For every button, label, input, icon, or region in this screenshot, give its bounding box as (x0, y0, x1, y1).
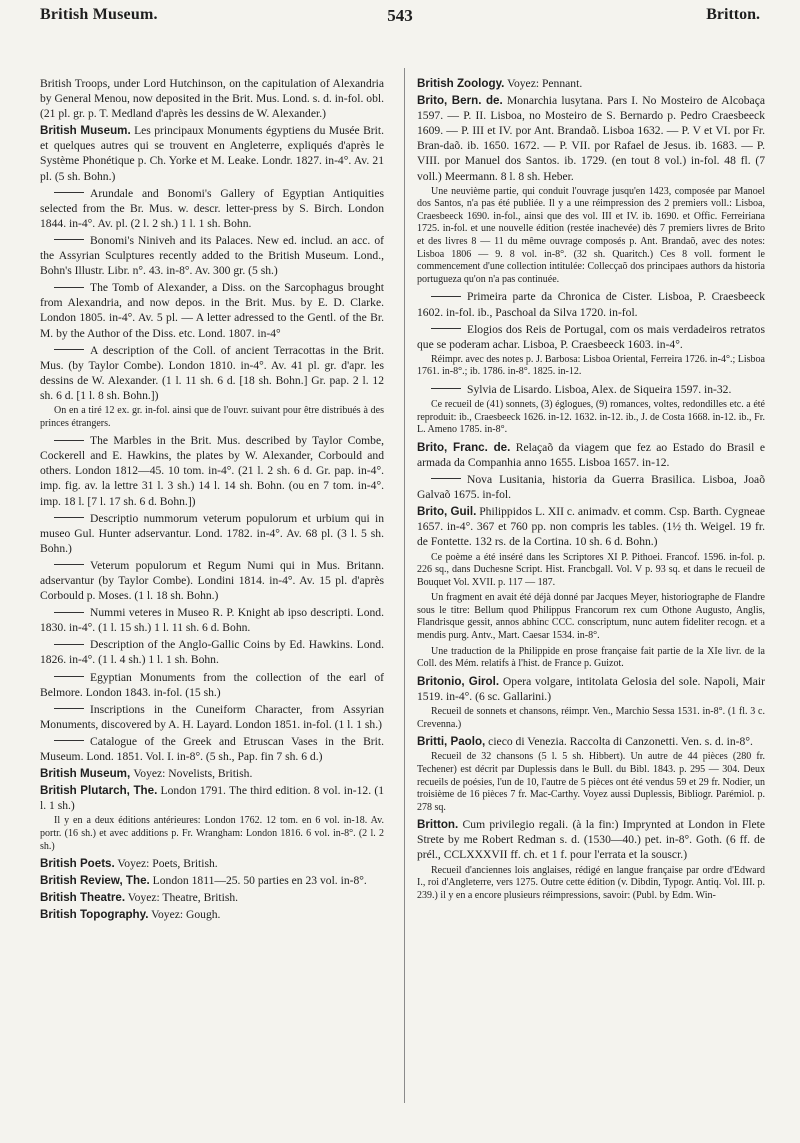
sub-entry-text: Nova Lusitania, historia da Guerra Brasilica. Lisboa, Joaõ Galvaõ 1675. in-fol. (417, 473, 765, 502)
bibliographic-entry (40, 123, 384, 183)
sub-entry (40, 605, 384, 635)
repeat-dash (431, 388, 461, 389)
sub-entry (417, 382, 765, 397)
bibliographic-entry (417, 504, 765, 549)
entry-text: London 1811—25. 50 parties en 23 vol. in-8°. (149, 874, 367, 888)
entry-note: Ce recueil de (41) sonnets, (3) églogues, (9) romances, voltes, redondilles etc. a été reproduit: ib., Craesbeeck 1626. in-12. 1632. in-12. ib., J. de Costa 1668. in-12. ib., Fr. L. Ameno 1785. in-8°. (417, 399, 765, 436)
sub-entry-text: Bonomi's Niniveh and its Palaces. New ed. includ. an acc. of the Assyrian Sculptures recently added to the British Museum. Lond., Bohn's Illustr. Libr. n°. 43. in-8°. Av. 300 gr. (5 sh.) (40, 233, 384, 278)
bibliographic-entry (40, 783, 384, 813)
sub-entry (417, 322, 765, 352)
bibliographic-entry (40, 873, 384, 888)
entry-text: Relaçaõ da viagem que fez ao Estado do Brasil e armada da Companhia anno 1655. Lisboa 1657. in-12. (417, 440, 765, 469)
sub-entry-text: Description of the Anglo-Gallic Coins by Ed. Hawkins. Lond. 1826. in-4°. (1 l. 4 sh.) 1 l. 1 sh. Bohn. (40, 638, 384, 667)
entry-text: Les principaux Monuments égyptiens du Musée Brit. et quelques autres qui se trouvent en Angleterre, expliqués d'après le Système Phonétique p. Ch. Yorke et M. Leake. Londr. 1827. in-4°. Av. 21 pl. (5 sh. Bohn.) (40, 124, 385, 183)
entry-note: Une traduction de la Philippide en prose française fait partie de la XIe livr. de la Coll. des Mém. relatifs à l'hist. de France p. Guizot. (417, 645, 765, 670)
right-column (417, 76, 765, 905)
repeat-dash (431, 478, 461, 479)
bibliographic-entry (40, 890, 384, 905)
bibliographic-entry (417, 93, 765, 184)
sub-entry (40, 343, 384, 403)
entry-heading: British Review, The. (40, 874, 150, 888)
bibliographic-entry (40, 907, 384, 922)
bibliographic-entry (40, 856, 384, 871)
sub-entry (40, 233, 384, 278)
entry-text: Voyez: Gough. (148, 908, 221, 922)
entry-heading: Britton. (417, 818, 459, 832)
entry-note: Recueil de 32 chansons (5 l. 5 sh. Hibbert). Un autre de 44 pièces (280 fr. Techener) est décrit par Duplessis dans le Bull. du Bibl. 1843. p. 295 — 304. Deux recueils de poésies, l'un de 10, l'autre de 5 pièces ont été vendus 59 et 29 fr. Nodier, un troisième de 16 pièces 7 fr. Mac-Carthy. Voyez aussi Duplessis, Bibliogr. Parémiol. p. 278 sq. (417, 751, 765, 813)
sub-entry-text: Descriptio nummorum veterum populorum et urbium qui in museo Gul. Hunter adservantur. Lond. 1782. in-4°. Av. 68 pl. (3 l. 5 sh. Bohn.) (40, 511, 384, 555)
entry-text: London 1791. The third edition. 8 vol. in-12. (1 l. 1 sh.) (40, 784, 384, 813)
continued-entry: British Troops, under Lord Hutchinson, on the capitulation of Alexandria by General Menou, now deposited in the Brit. Mus. Lond. s. d. in-fol. obl. (21 pl. gr. p. T. Medland d'après les dessins de W. Alexander.) (40, 77, 384, 121)
repeat-dash (54, 192, 84, 193)
entry-heading: British Theatre. (40, 891, 126, 905)
sub-entry (417, 289, 765, 319)
entry-text: Opera volgare, intitolata Gelosia del sole. Napoli, Mair 1519. in-4°. (6 sc. Gallarini.) (417, 674, 765, 703)
entry-heading: Britonio, Girol. (417, 674, 500, 688)
running-head-left: British Museum. (40, 6, 158, 23)
repeat-dash (54, 287, 84, 288)
entry-text: cieco di Venezia. Raccolta di Canzonetti. Ven. s. d. in-8°. (485, 735, 753, 749)
repeat-dash (54, 564, 84, 565)
page-number: 543 (387, 6, 413, 25)
sub-entry (40, 511, 384, 556)
sub-entry-text: Inscriptions in the Cuneiform Character, from Assyrian Monuments, discovered by A. H. Layard. London 1851. in-fol. (1 l. 1 sh.) (40, 702, 384, 731)
repeat-dash (54, 517, 84, 518)
bibliographic-entry (417, 817, 765, 862)
sub-entry-text: Nummi veteres in Museo R. P. Knight ab ipso descripti. Lond. 1830. in-4°. (1 l. 15 sh.) 1 l. 11 sh. 6 d. Bohn. (40, 606, 384, 635)
entry-text: Monarchia lusytana. Pars I. No Mosteiro de Alcobaça 1597. — P. II. Lisboa, no Mosteiro de S. Bernardo p. Pedro Craesbeeck 1609. — P. III et IV. por Ant. Brandaõ. Lisboa 1632. — P. V et VI. por Fr. Bran-daõ. ib. 1650. 1672. — P. VII. por Rafael de Jesus. ib. 1683. — P. VIII. por Manuel dos Santos. ib. 1729. (en tout 8 vol.) in-fol. 48 fl. (7 voll.) Meermann. 8 l. 8 sh. Heber. (417, 94, 765, 183)
entry-heading: British Museum. (40, 124, 131, 138)
repeat-dash (431, 328, 461, 329)
repeat-dash (54, 612, 84, 613)
entry-text: Philippidos L. XII c. animadv. et comm. Csp. Barth. Cygneae 1657. in-4°. 367 et 760 pp. non compris les tables. (1½ th. Weigel. 19 fr. de Fontette. 132 rs. de la Cortina. 10 sh. 6 d. Bohn.) (417, 505, 765, 549)
repeat-dash (54, 708, 84, 709)
entry-note: On en a tiré 12 ex. gr. in-fol. ainsi que de l'ouvr. suivant pour être distribués à des princes étrangers. (40, 404, 384, 429)
sub-entry (40, 702, 384, 732)
entry-note: Une neuvième partie, qui conduit l'ouvrage jusqu'en 1423, composée par Manoel dos Santos, n'a pas été publiée. Il y a une réimpression des 2 premiers voll.: Lisboa, Craesbeeck 1690. in-fol., ainsi que des vol. III et IV. ib. 1690. et Offic. Ferreiriana 1725. in-fol. et une nouvelle édition (restée inachevée) dès 7 premiers livres de Brito et des livres 8 — 11 du même ouvrage composés p. Ant. Brandaõ, avec des notes: Lisboa 1806 — 9. 8 vol. in-8°. (32 sh. Quaritch.) Ces 8 voll. forment le commencement d'une collection intitulée: Collecçaõ dos principaes authors da historia portugueza qu'on n'a pas continuée. (417, 185, 765, 285)
entry-heading: British Poets. (40, 857, 115, 871)
repeat-dash (54, 676, 84, 677)
sub-entry-text: Catalogue of the Greek and Etruscan Vases in the Brit. Museum. Lond. 1851. Vol. I. in-8°. (5 sh., Pap. fin 7 sh. 6 d.) (40, 734, 384, 764)
entry-heading: British Plutarch, The. (40, 784, 158, 798)
sub-entry-text: Elogios dos Reis de Portugal, com os mais verdadeiros retratos que se poderam achar. Lisboa, P. Craesbeeck 1603. in-4°. (417, 322, 765, 351)
left-column (40, 76, 384, 925)
sub-entry-text: The Tomb of Alexander, a Diss. on the Sarcophagus brought from Alexandria, and now depos. in the Brit. Mus. by E. D. Clarke. London 1805. in-4°. Av. 5 pl. — A letter adressed to the Gentl. of the Br. M. by the Author of the Diss. etc. Lond. 1807. in-4° (40, 281, 384, 340)
repeat-dash (54, 740, 84, 741)
entry-note: Réimpr. avec des notes p. J. Barbosa: Lisboa Oriental, Ferreira 1726. in-4°.; Lisboa 1761. in-8°.; ib. 1786. in-8°. 1825. in-12. (417, 353, 765, 378)
sub-entry (40, 558, 384, 603)
entry-heading: Brito, Bern. de. (417, 94, 503, 108)
sub-entry (40, 637, 384, 667)
entry-note: Recueil d'anciennes lois anglaises, rédigé en langue française par ordre d'Edward I., roi d'Angleterre, vers 1275. Outre cette édition (v. Dibdin, Typogr. Antiq. Vol. III. p. 239.) il y en a encore plusieurs réimpressions, savoir: (Publ. by Edm. Win- (417, 864, 765, 901)
sub-entry-text: A description of the Coll. of ancient Terracottas in the Brit. Mus. (by Taylor Combe). London 1810. in-4°. Av. 41 pl. gr. d'apr. les dessins de W. Alexander. (1 l. 11 sh. 6 d. [18 sh. Bohn.] Gr. pap. 2 l. 12 sh. 6 d. [1 l. 8 sh. Bohn.]) (40, 343, 384, 402)
entry-heading: Britti, Paolo, (417, 735, 486, 749)
entry-heading: British Zoology. (417, 77, 505, 90)
bibliographic-entry (417, 674, 765, 704)
sub-entry-text: Sylvia de Lisardo. Lisboa, Alex. de Siqueira 1597. in-32. (467, 382, 732, 396)
repeat-dash (54, 440, 84, 441)
sub-entry-text: Primeira parte da Chronica de Cister. Lisboa, P. Craesbeeck 1602. in-fol. ib., Paschoal da Silva 1720. in-fol. (417, 290, 765, 319)
bibliographic-entry (417, 440, 765, 470)
entry-note: Recueil de sonnets et chansons, réimpr. Ven., Marchio Sessa 1531. in-8°. (1 fl. 3 c. Crevenna.) (417, 706, 765, 730)
repeat-dash (54, 239, 84, 240)
sub-entry-text: Veterum populorum et Regum Numi qui in Mus. Britann. adservantur (by Taylor Combe). Londini 1814. in-4°. Av. 15 pl. d'après Corbould p. Moses. (1 l. 18 sh. Bohn.) (40, 558, 384, 603)
sub-entry (40, 186, 384, 231)
entry-note: Un fragment en avait été déjà donné par Jacques Meyer, historiographe de Flandre sous le titre: Bellum quod Philippus Francorum rex cum Othone Augusto, Anglis, Flandrisque gessit, annos abhinc CCC. conscriptum, nunc autem fideliter recogn. et a mendis purg. Antv., Mart. Caesar 1534. in-8°. (417, 592, 765, 642)
sub-entry-text: The Marbles in the Brit. Mus. described by Taylor Combe, Cockerell and E. Hawkins, the plates by W. Alexander, Corbould and others. London 1812—45. 10 tom. in-4°. (21 l. 2 sh. 6 d. Gr. pap. in-4°. imp. fig. av. la lettre 31 l. 3 sh.) 14 l. 14 sh. Bohn. (ou en 7 tom. in-4°. imp. 18 l. [7 l. 17 sh. 6 d. Bohn.]) (40, 434, 384, 508)
entry-heading: Brito, Guil. (417, 505, 477, 519)
entry-heading: British Museum, (40, 767, 134, 781)
column-divider (404, 68, 405, 1103)
entry-heading: Brito, Franc. de. (417, 440, 511, 454)
repeat-dash (54, 349, 84, 350)
entry-note: Ce poème a été inséré dans les Scriptores XI P. Pithoei. Francof. 1596. in-fol. p. 226 sq., dans Duchesne Script. Hist. Francbgall. Vol. V p. 93 sq. et dans le recueil de Bouquet Vol. XVII. p. 117 — 187. (417, 551, 765, 588)
entry-text: Cum privilegio regali. (à la fin:) Imprynted at London in Flete Strete by me Robert Redman s. d. (1530—40.) pet. in-8°. Goth. (6 ff. de prél., CCLXXXVII ff. ch. et 1 f. pour l'errata et la souscr.) (417, 818, 765, 862)
entry-text: Voyez: Pennant. (504, 77, 583, 90)
sub-entry (40, 734, 384, 764)
entry-text: Voyez: Theatre, British. (125, 891, 239, 905)
bibliographic-entry (40, 766, 384, 781)
bibliographic-entry (417, 734, 765, 749)
repeat-dash (431, 296, 461, 297)
sub-entry (40, 280, 384, 340)
repeat-dash (54, 644, 84, 645)
sub-entry-text: Egyptian Monuments from the collection of the earl of Belmore. London 1843. in-fol. (15 sh.) (40, 670, 384, 699)
sub-entry-text: Arundale and Bonomi's Gallery of Egyptian Antiquities selected from the Br. Mus. w. descr. letter-press by S. Birch. London 1844. in-4°. Av. pl. (2 l. 2 sh.) 1 l. 1 sh. Bohn. (40, 186, 384, 230)
bibliographic-entry (417, 76, 765, 91)
sub-entry (40, 433, 384, 508)
sub-entry (40, 670, 384, 700)
sub-entry (417, 472, 765, 502)
entry-text: Voyez: Poets, British. (114, 857, 218, 871)
running-head (40, 6, 760, 32)
entry-text: Voyez: Novelists, British. (133, 767, 253, 781)
entry-heading: British Topography. (40, 908, 149, 922)
running-head-right: Britton. (706, 6, 760, 23)
entry-note: Il y en a deux éditions antérieures: London 1762. 12 tom. en 6 vol. in-18. Av. portr. (16 sh.) et avec additions p. Fr. Wrangham: London 1816. 6 vol. in-8°. (2 l. 2 sh.) (40, 815, 384, 852)
